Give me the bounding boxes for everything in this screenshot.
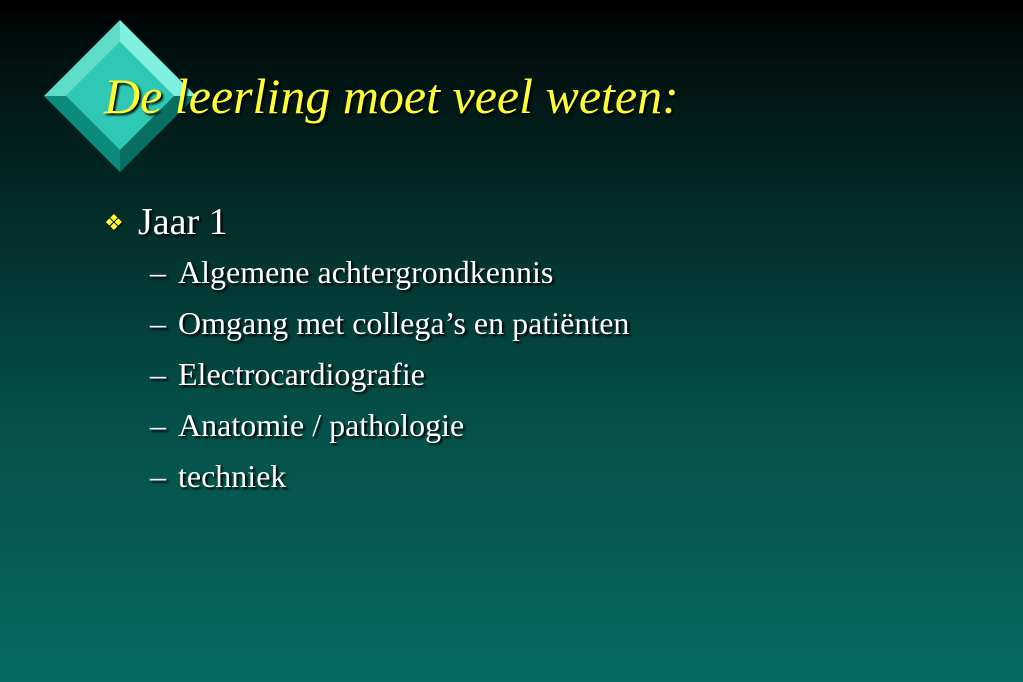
dash-marker: – xyxy=(150,356,166,392)
sub-item xyxy=(150,254,629,305)
bullet-item xyxy=(104,200,629,254)
four-diamond-bullet-icon: ❖ xyxy=(104,210,124,235)
dash-marker: – xyxy=(150,407,166,443)
sub-item-label: Anatomie / pathologie xyxy=(178,407,465,443)
sub-item-list xyxy=(150,254,629,509)
sub-item-label: Algemene achtergrondkennis xyxy=(178,254,554,290)
sub-item xyxy=(150,356,629,407)
dash-marker: – xyxy=(150,305,166,341)
sub-item xyxy=(150,407,629,458)
sub-item-label: Electrocardiografie xyxy=(178,356,425,392)
bullet-item-label: Jaar 1 xyxy=(138,201,228,243)
bullet-list xyxy=(104,200,629,509)
dash-marker: – xyxy=(150,458,166,494)
sub-item-label: Omgang met collega’s en patiënten xyxy=(178,305,630,341)
sub-item xyxy=(150,458,629,509)
dash-marker: – xyxy=(150,254,166,290)
sub-item-label: techniek xyxy=(178,458,287,494)
slide-title: De leerling moet veel weten: xyxy=(104,68,679,124)
sub-item xyxy=(150,305,629,356)
